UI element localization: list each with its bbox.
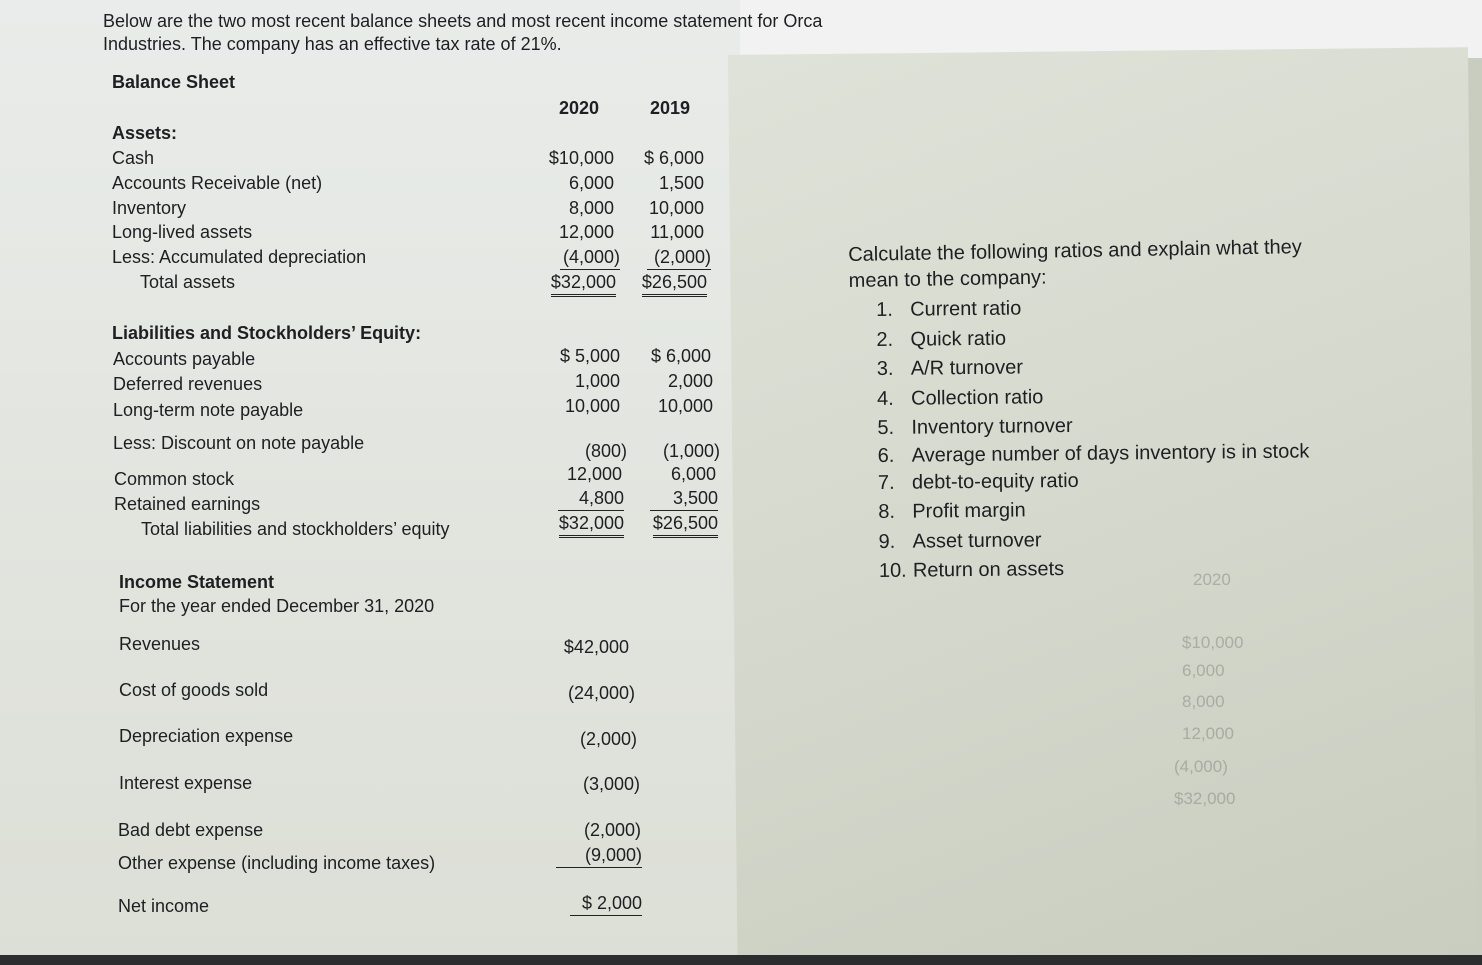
liability-label: Accounts payable: [113, 349, 256, 369]
income-row-label: Depreciation expense: [119, 726, 294, 746]
liability-label: Long-term note payable: [113, 400, 304, 420]
income-row-value: (9,000): [556, 845, 642, 868]
income-row-value: $42,000: [563, 637, 629, 657]
question-text: Profit margin: [912, 499, 1026, 523]
equity-label: Common stock: [114, 469, 235, 489]
ratio-question-item: [879, 552, 1313, 586]
question-text: Inventory turnover: [911, 414, 1073, 439]
income-row-value: (2,000): [583, 820, 641, 840]
asset-value-2019: 11,000: [650, 222, 704, 242]
question-number: 9.: [878, 530, 896, 553]
income-row-label: Revenues: [119, 634, 201, 654]
intro-text: Below are the two most recent balance sheets and most recent income statement for Orca Industries. The company has an effective tax rate of 21%.: [103, 11, 823, 54]
equity-label: Retained earnings: [114, 494, 261, 514]
equity-value-2019: 6,000: [670, 464, 716, 484]
question-text: debt-to-equity ratio: [911, 469, 1079, 494]
bleed-through-value: 8,000: [1182, 692, 1225, 711]
ratio-question-item: [877, 380, 1311, 414]
question-number: 6.: [877, 444, 895, 467]
question-number: 1.: [876, 298, 893, 321]
ratio-question-item: [876, 291, 1310, 325]
liability-value-2020: $ 5,000: [559, 346, 620, 366]
question-number: 8.: [878, 500, 896, 523]
ratio-question-list: [876, 291, 1313, 586]
question-text: Return on assets: [912, 558, 1065, 582]
asset-value-2019: (2,000): [647, 247, 711, 270]
ratio-question-item: [877, 409, 1311, 443]
asset-value-2020: (4,000): [560, 247, 620, 270]
liability-value-2020: 10,000: [564, 396, 620, 416]
asset-value-2019: 1,500: [658, 173, 704, 193]
liability-value-2020: 1,000: [574, 371, 620, 391]
income-statement-subtitle: For the year ended December 31, 2020: [119, 596, 435, 616]
col-header-2020: 2020: [559, 98, 600, 118]
question-number: 10.: [878, 559, 907, 582]
asset-value-2019: $ 6,000: [643, 148, 704, 168]
asset-value-2019: 10,000: [648, 198, 704, 218]
balance-sheet-title: Balance Sheet: [112, 72, 236, 92]
liability-value-2020: (800): [584, 441, 627, 461]
net-income-label: Net income: [118, 896, 210, 916]
liability-value-2019: 2,000: [667, 371, 713, 391]
asset-value-2020: $10,000: [548, 148, 614, 168]
col-header-2019: 2019: [650, 98, 691, 118]
net-income-value: $ 2,000: [570, 893, 642, 916]
question-text: Average number of days inventory is in stock: [911, 439, 1310, 467]
ratio-question-item: [878, 464, 1312, 498]
liabilities-heading: Liabilities and Stockholders’ Equity:: [112, 323, 422, 343]
income-row-value: (2,000): [579, 729, 637, 749]
bleed-through-value: 12,000: [1182, 724, 1234, 743]
liabilities-total-2020: $32,000: [559, 513, 624, 538]
question-number: 7.: [877, 471, 895, 494]
liabilities-total-2019: $26,500: [653, 513, 718, 538]
equity-value-2020: 4,800: [558, 488, 624, 511]
income-row-label: Interest expense: [119, 773, 253, 793]
liability-value-2019: $ 6,000: [650, 346, 711, 366]
desk-edge: [0, 955, 1482, 965]
asset-value-2020: 12,000: [558, 222, 614, 242]
question-text: Current ratio: [910, 297, 1022, 321]
question-text: Collection ratio: [910, 385, 1044, 410]
ratio-question-item: [878, 493, 1312, 527]
question-number: 5.: [877, 416, 895, 439]
ratio-question-item: [877, 350, 1311, 384]
questions-prompt: Calculate the following ratios and explain what they mean to the company:: [848, 236, 1302, 292]
assets-heading: Assets:: [112, 123, 178, 143]
bleed-through-value: $10,000: [1182, 633, 1244, 652]
question-number: 4.: [876, 387, 894, 410]
question-text: Asset turnover: [912, 528, 1042, 553]
question-number: 2.: [876, 328, 894, 351]
asset-label: Cash: [112, 148, 155, 168]
income-row-label: Bad debt expense: [118, 820, 264, 840]
asset-total-2020: $32,000: [551, 272, 616, 297]
liability-value-2019: 10,000: [657, 396, 713, 416]
income-row-label: Cost of goods sold: [119, 680, 269, 700]
liabilities-total-label: Total liabilities and stockholders’ equity: [141, 519, 450, 539]
question-number: 3.: [876, 357, 894, 380]
equity-value-2019: 3,500: [650, 488, 718, 511]
question-text: Quick ratio: [910, 327, 1007, 351]
bleed-through-value: $32,000: [1174, 789, 1236, 808]
liability-label: Less: Discount on note payable: [113, 433, 365, 453]
asset-total-label: Total assets: [140, 272, 236, 292]
asset-value-2020: 8,000: [568, 198, 614, 218]
bleed-through-value: (4,000): [1174, 757, 1228, 776]
bleed-through-value: 6,000: [1182, 661, 1225, 680]
asset-value-2020: 6,000: [568, 173, 614, 193]
liability-label: Deferred revenues: [113, 374, 263, 394]
equity-value-2020: 12,000: [566, 464, 622, 484]
question-text: A/R turnover: [910, 356, 1024, 380]
ratio-question-item: [876, 321, 1310, 355]
income-row-value: (3,000): [582, 774, 640, 794]
income-row-value: (24,000): [567, 683, 635, 703]
asset-label: Inventory: [112, 198, 187, 218]
income-row-label: Other expense (including income taxes): [118, 853, 436, 873]
asset-label: Long-lived assets: [112, 222, 253, 242]
bleed-through-header: 2020: [1193, 570, 1231, 589]
ratio-question-item: [878, 523, 1312, 557]
asset-label: Less: Accumulated depreciation: [112, 247, 367, 267]
asset-label: Accounts Receivable (net): [112, 173, 323, 193]
income-statement-title: Income Statement: [119, 572, 275, 592]
asset-total-2019: $26,500: [642, 272, 707, 297]
liability-value-2019: (1,000): [662, 441, 720, 461]
